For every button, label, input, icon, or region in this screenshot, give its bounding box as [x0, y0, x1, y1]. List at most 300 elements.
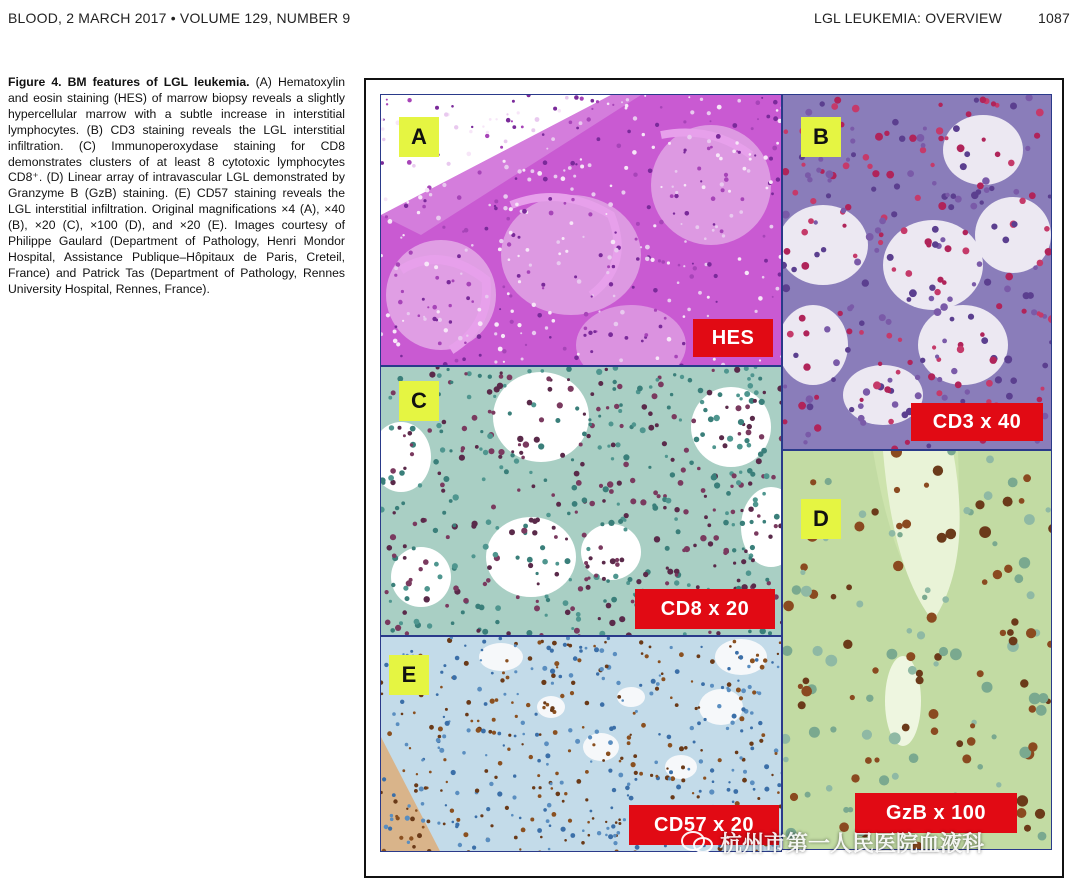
cell-dot — [968, 314, 974, 320]
cell-dot — [902, 520, 911, 529]
cell-dot — [673, 373, 676, 376]
cell-dot — [799, 315, 806, 322]
cell-dot — [665, 455, 668, 458]
cell-dot — [591, 108, 593, 110]
cell-dot — [916, 670, 923, 677]
cell-dot — [409, 251, 413, 255]
cell-dot — [548, 387, 553, 392]
cell-dot — [1038, 832, 1047, 841]
cell-dot — [934, 308, 942, 316]
cell-dot — [1038, 693, 1048, 703]
cell-dot — [503, 194, 508, 199]
cell-dot — [757, 514, 761, 518]
cell-dot — [765, 578, 769, 582]
cell-dot — [759, 434, 764, 439]
cell-dot — [948, 204, 954, 210]
cell-dot — [762, 276, 765, 279]
cell-dot — [758, 296, 763, 301]
cell-dot — [741, 197, 745, 201]
cell-dot — [707, 296, 710, 299]
cell-dot — [986, 380, 993, 387]
cell-dot — [515, 177, 518, 180]
cell-dot — [546, 703, 550, 707]
cell-dot — [598, 381, 603, 386]
cell-dot — [675, 191, 678, 194]
cell-dot — [1042, 363, 1048, 369]
cell-dot — [843, 640, 852, 649]
cell-dot — [980, 200, 984, 204]
cell-dot — [577, 353, 580, 356]
cell-dot — [642, 404, 648, 410]
cell-dot — [753, 497, 758, 502]
cell-dot — [475, 604, 480, 609]
cell-dot — [639, 640, 643, 644]
cell-dot — [934, 289, 940, 295]
cell-dot — [400, 355, 403, 358]
cell-dot — [616, 681, 620, 685]
cell-dot — [748, 481, 752, 485]
cell-dot — [506, 113, 508, 115]
cell-dot — [385, 620, 391, 626]
cell-dot — [746, 570, 752, 576]
cell-dot — [667, 337, 672, 342]
cell-dot — [892, 773, 899, 780]
cell-dot — [442, 183, 446, 187]
cell-dot — [556, 666, 558, 668]
cell-dot — [759, 359, 761, 361]
cell-dot — [527, 369, 531, 373]
cell-dot — [653, 224, 656, 227]
cell-dot — [707, 139, 711, 143]
cell-dot — [438, 574, 443, 579]
cell-dot — [732, 801, 735, 804]
cell-dot — [623, 519, 626, 522]
cell-dot — [695, 707, 698, 710]
cell-dot — [571, 198, 574, 201]
cell-dot — [471, 126, 473, 128]
cell-dot — [610, 185, 613, 188]
cell-dot — [728, 190, 731, 193]
cell-dot — [750, 472, 755, 477]
cell-dot — [744, 391, 750, 397]
cell-dot — [806, 395, 814, 403]
cell-dot — [717, 704, 721, 708]
cell-dot — [1020, 679, 1028, 687]
cell-dot — [555, 572, 560, 577]
cell-dot — [461, 446, 465, 450]
cell-dot — [477, 334, 482, 339]
cell-dot — [619, 616, 625, 622]
cell-dot — [733, 789, 738, 794]
cell-dot — [635, 845, 640, 850]
cell-dot — [436, 216, 441, 221]
cell-dot — [516, 595, 520, 599]
cell-dot — [703, 777, 706, 780]
cell-dot — [503, 160, 506, 163]
cell-dot — [412, 164, 416, 168]
cell-dot — [491, 505, 496, 510]
cell-dot — [764, 155, 768, 159]
cell-dot — [742, 547, 745, 550]
cell-dot — [436, 693, 439, 696]
cell-dot — [537, 582, 540, 585]
cell-dot — [391, 583, 395, 587]
cell-dot — [735, 651, 739, 655]
cell-dot — [762, 492, 766, 496]
cell-dot — [614, 248, 619, 253]
cell-dot — [562, 800, 565, 803]
cell-dot — [466, 296, 470, 300]
cell-dot — [639, 684, 642, 687]
cell-dot — [708, 631, 711, 634]
cell-dot — [667, 299, 671, 303]
cell-dot — [620, 558, 625, 563]
cell-dot — [480, 430, 483, 433]
cell-dot — [684, 149, 687, 152]
cell-dot — [726, 727, 729, 730]
cell-dot — [775, 752, 778, 755]
cell-dot — [423, 559, 429, 565]
cell-dot — [585, 770, 589, 774]
cell-dot — [399, 470, 405, 476]
cell-dot — [390, 814, 393, 817]
cell-dot — [385, 215, 388, 218]
cell-dot — [464, 661, 469, 666]
cell-dot — [486, 519, 492, 525]
cell-dot — [698, 706, 701, 709]
cell-dot — [688, 96, 690, 98]
panel-c-label: C — [399, 381, 439, 421]
cell-dot — [670, 472, 675, 477]
cell-dot — [580, 97, 584, 101]
cell-dot — [932, 241, 939, 248]
cell-dot — [687, 768, 690, 771]
cell-dot — [751, 583, 756, 588]
cell-dot — [560, 694, 564, 698]
cell-dot — [725, 511, 729, 515]
cell-dot — [515, 715, 518, 718]
cell-dot — [482, 640, 486, 644]
cell-dot — [703, 408, 707, 412]
cell-dot — [555, 772, 559, 776]
cell-dot — [652, 503, 656, 507]
cell-dot — [621, 699, 624, 702]
cell-dot — [541, 369, 545, 373]
cell-dot — [523, 441, 529, 447]
cell-dot — [707, 523, 711, 527]
cell-dot — [529, 471, 532, 474]
cell-dot — [491, 411, 495, 415]
cell-dot — [471, 554, 475, 558]
cell-dot — [940, 237, 945, 242]
cell-dot — [854, 522, 864, 532]
cell-dot — [894, 183, 900, 189]
cell-dot — [517, 693, 519, 695]
cell-dot — [449, 320, 452, 323]
cell-dot — [565, 558, 571, 564]
cell-dot — [774, 524, 778, 528]
cell-dot — [564, 792, 567, 795]
cell-dot — [414, 789, 418, 793]
cell-dot — [564, 839, 567, 842]
cell-dot — [406, 808, 408, 810]
cell-dot — [989, 186, 994, 191]
cell-dot — [1008, 478, 1018, 488]
cell-dot — [429, 193, 432, 196]
cell-dot — [693, 266, 697, 270]
cell-dot — [990, 357, 997, 364]
cell-dot — [758, 377, 762, 381]
cell-dot — [446, 535, 450, 539]
cell-dot — [627, 794, 629, 796]
cell-dot — [515, 203, 519, 207]
cell-dot — [846, 584, 852, 590]
cell-dot — [838, 311, 843, 316]
cell-dot — [545, 595, 549, 599]
cell-dot — [947, 296, 953, 302]
cell-dot — [980, 97, 987, 104]
cell-dot — [585, 647, 588, 650]
cell-dot — [410, 817, 415, 822]
cell-dot — [588, 163, 592, 167]
cell-dot — [674, 507, 679, 512]
cell-dot — [445, 804, 447, 806]
cell-dot — [598, 445, 602, 449]
cell-dot — [463, 598, 469, 604]
cell-dot — [826, 193, 831, 198]
cell-dot — [763, 235, 766, 238]
cell-dot — [507, 242, 511, 246]
cell-dot — [846, 328, 852, 334]
panel-b-label: B — [801, 117, 841, 157]
cell-dot — [611, 457, 614, 460]
cell-dot — [1048, 195, 1052, 199]
cell-dot — [522, 209, 527, 214]
cell-dot — [576, 779, 581, 784]
cell-dot — [668, 743, 673, 748]
panel-d-stain-label: GzB x 100 — [855, 793, 1017, 833]
cell-dot — [945, 136, 949, 140]
cell-dot — [615, 442, 620, 447]
cell-dot — [438, 342, 442, 346]
cell-dot — [576, 617, 581, 622]
cell-dot — [865, 757, 872, 764]
cell-dot — [563, 600, 569, 606]
cell-dot — [756, 691, 759, 694]
cell-dot — [1029, 192, 1036, 199]
cell-dot — [740, 729, 743, 732]
cell-dot — [733, 562, 736, 565]
cell-dot — [509, 294, 512, 297]
cell-dot — [463, 832, 468, 837]
cell-dot — [403, 586, 408, 591]
cell-dot — [485, 134, 489, 138]
cell-dot — [607, 103, 610, 106]
cell-dot — [679, 418, 682, 421]
cell-dot — [567, 643, 570, 646]
cell-dot — [807, 403, 814, 410]
cell-dot — [740, 509, 743, 512]
cell-dot — [542, 559, 548, 565]
cell-dot — [465, 249, 468, 252]
cell-dot — [600, 702, 605, 707]
cell-dot — [398, 426, 402, 430]
cell-dot — [866, 695, 873, 702]
cell-dot — [556, 240, 560, 244]
cell-dot — [534, 605, 540, 611]
cell-dot — [926, 444, 931, 449]
cell-dot — [977, 670, 984, 677]
cell-dot — [395, 506, 399, 510]
cell-dot — [571, 681, 575, 685]
cell-dot — [447, 368, 450, 371]
cell-dot — [939, 647, 948, 656]
cell-dot — [996, 303, 1002, 309]
cell-dot — [758, 721, 762, 725]
cell-dot — [517, 255, 519, 257]
cell-dot — [534, 437, 540, 443]
cell-dot — [493, 395, 496, 398]
cell-dot — [1029, 705, 1036, 712]
cell-dot — [412, 546, 416, 550]
cell-dot — [651, 679, 656, 684]
cell-dot — [740, 521, 745, 526]
cell-dot — [492, 731, 496, 735]
cell-dot — [656, 378, 660, 382]
cell-dot — [893, 561, 903, 571]
cell-dot — [588, 418, 591, 421]
cell-dot — [707, 111, 711, 115]
cell-dot — [801, 686, 812, 697]
cell-dot — [783, 385, 787, 389]
panel-b-cd3 — [782, 94, 1052, 450]
figure-4 — [364, 78, 1064, 878]
cell-dot — [542, 666, 547, 671]
cell-dot — [536, 572, 539, 575]
cell-dot — [475, 789, 479, 793]
cell-dot — [648, 425, 654, 431]
cell-dot — [801, 262, 809, 270]
cell-dot — [532, 484, 536, 488]
cell-dot — [537, 828, 542, 833]
cell-dot — [390, 818, 394, 822]
cell-dot — [846, 158, 850, 162]
cell-dot — [920, 147, 926, 153]
cell-dot — [381, 127, 385, 131]
cell-dot — [439, 748, 444, 753]
cell-dot — [618, 818, 621, 821]
cell-dot — [501, 334, 505, 338]
cell-dot — [552, 641, 557, 646]
cell-dot — [887, 389, 891, 393]
cell-dot — [824, 326, 830, 332]
cell-dot — [451, 105, 454, 108]
cell-dot — [478, 321, 483, 326]
cell-dot — [816, 168, 821, 173]
cell-dot — [741, 688, 746, 693]
cell-dot — [462, 426, 467, 431]
cell-dot — [627, 783, 630, 786]
cell-dot — [803, 363, 810, 370]
cell-dot — [879, 218, 886, 225]
cell-dot — [485, 295, 489, 299]
cell-dot — [591, 99, 595, 103]
cell-dot — [529, 264, 532, 267]
cell-dot — [617, 831, 621, 835]
cell-dot — [936, 390, 942, 396]
cell-dot — [737, 680, 739, 682]
cell-dot — [700, 646, 702, 648]
cell-dot — [756, 458, 762, 464]
cell-dot — [519, 848, 521, 850]
cell-dot — [735, 751, 739, 755]
cell-dot — [597, 831, 601, 835]
cell-dot — [469, 130, 472, 133]
cell-dot — [611, 240, 616, 245]
cell-dot — [741, 707, 745, 711]
cell-dot — [681, 467, 686, 472]
cell-dot — [490, 824, 493, 827]
panel-d-gzb — [782, 450, 1052, 850]
cell-dot — [500, 146, 503, 149]
cell-dot — [687, 308, 691, 312]
cell-dot — [673, 212, 675, 214]
cell-dot — [776, 142, 779, 145]
cell-dot — [404, 204, 408, 208]
cell-dot — [996, 782, 1001, 787]
cell-dot — [442, 511, 446, 515]
cell-dot — [739, 716, 744, 721]
cell-dot — [569, 578, 572, 581]
cell-dot — [1004, 356, 1012, 364]
cell-dot — [687, 583, 691, 587]
cell-dot — [440, 671, 443, 674]
cell-dot — [635, 710, 638, 713]
cell-dot — [580, 462, 585, 467]
cell-dot — [502, 671, 505, 674]
cell-dot — [407, 312, 410, 315]
cell-dot — [909, 753, 919, 763]
cell-dot — [511, 450, 514, 453]
cell-dot — [618, 519, 623, 524]
cell-dot — [552, 319, 556, 323]
cell-dot — [659, 325, 663, 329]
cell-dot — [920, 358, 925, 363]
cell-dot — [682, 342, 685, 345]
cell-dot — [690, 110, 694, 114]
cell-dot — [542, 706, 545, 709]
cell-dot — [387, 545, 393, 551]
cell-dot — [833, 359, 840, 366]
cell-dot — [658, 733, 661, 736]
cell-dot — [979, 526, 991, 538]
cell-dot — [640, 499, 646, 505]
cell-dot — [690, 726, 694, 730]
cell-dot — [748, 685, 752, 689]
cell-dot — [611, 824, 615, 828]
cell-dot — [445, 708, 448, 711]
cell-dot — [747, 443, 752, 448]
cell-dot — [419, 787, 424, 792]
cell-dot — [859, 320, 865, 326]
cell-dot — [707, 390, 713, 396]
cell-dot — [848, 807, 853, 812]
cell-dot — [620, 310, 625, 315]
cell-dot — [678, 480, 684, 486]
cell-dot — [995, 152, 1001, 158]
cell-dot — [956, 740, 963, 747]
cell-dot — [537, 759, 541, 763]
